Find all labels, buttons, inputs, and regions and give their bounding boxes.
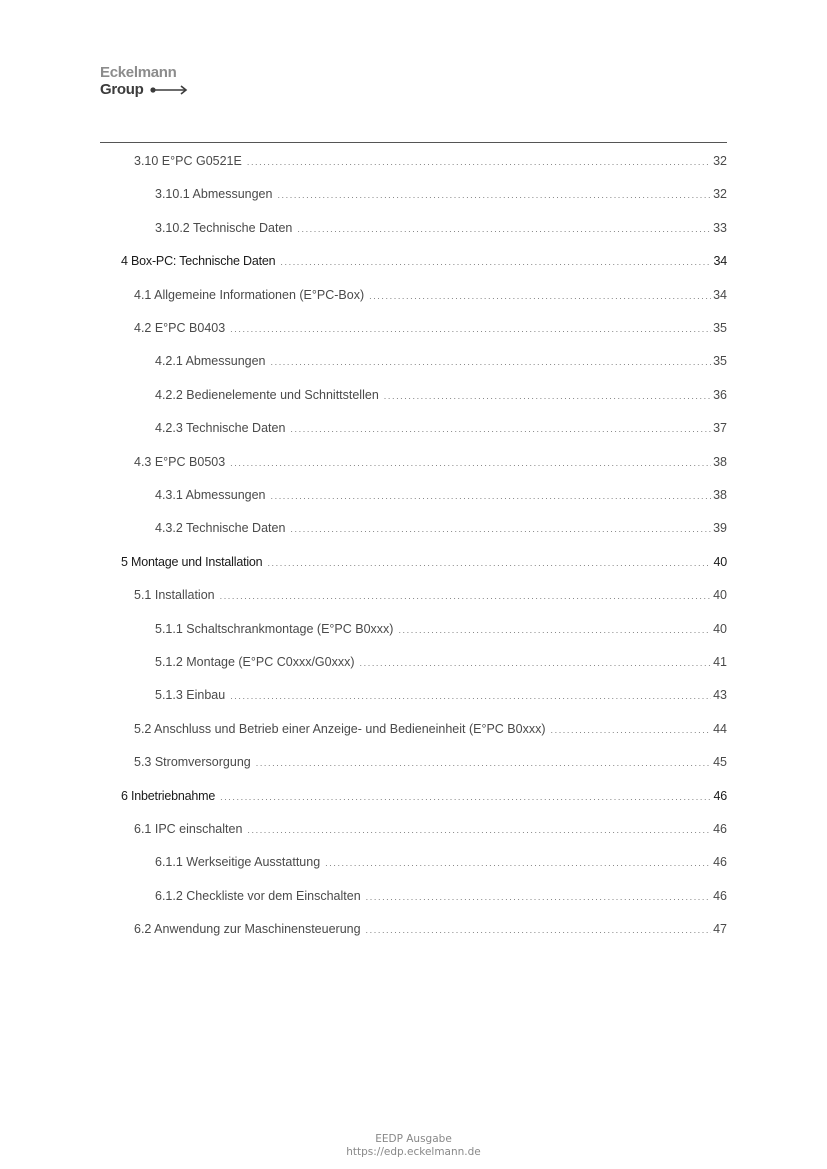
toc-entry[interactable]: [134, 585, 727, 605]
toc-dot-leader: [297, 219, 711, 239]
toc-entry-title: 6.1.1 Werkseitige Ausstattung: [155, 855, 321, 870]
toc-entry[interactable]: [155, 184, 727, 204]
toc-dot-leader: [369, 286, 711, 306]
toc-entry-title: 4 Box-PC: Technische Daten: [121, 254, 276, 269]
toc-entry-page-number: 32: [713, 187, 727, 202]
footer-edition: EEDP Ausgabe: [375, 1133, 452, 1145]
toc-entry-page-number: 35: [713, 354, 727, 369]
toc-entry-title: 5.2 Anschluss und Betrieb einer Anzeige- und Bedieneinheit (E°PC B0xxx): [134, 721, 546, 736]
toc-dot-leader: [230, 319, 711, 339]
toc-entry-page-number: 34: [713, 287, 727, 302]
toc-entry[interactable]: [121, 251, 727, 271]
toc-entry[interactable]: [134, 752, 727, 772]
toc-entry-page-number: 39: [713, 521, 727, 536]
toc-dot-leader: [325, 853, 711, 873]
toc-dot-leader: [366, 920, 712, 940]
toc-entry[interactable]: [155, 218, 727, 238]
toc-dot-leader: [247, 820, 711, 840]
toc-entry-title: 6.1 IPC einschalten: [134, 822, 243, 836]
toc-entry-title: 3.10 E°PC G0521E: [134, 154, 242, 168]
toc-entry-page-number: 40: [713, 588, 727, 603]
toc-dot-leader: [271, 352, 712, 372]
footer-url[interactable]: https://edp.eckelmann.de: [346, 1146, 481, 1158]
toc-entry[interactable]: [155, 685, 727, 705]
toc-entry-page-number: 46: [713, 855, 727, 870]
toc-entry-title: 4.2.3 Technische Daten: [155, 421, 286, 436]
toc-entry-page-number: 34: [713, 254, 727, 269]
toc-dot-leader: [267, 553, 711, 573]
toc-dot-leader: [256, 753, 711, 773]
logo-arrow-icon: [150, 84, 190, 96]
toc-entry-title: 6.1.2 Checkliste vor dem Einschalten: [155, 888, 361, 903]
toc-entry-page-number: 38: [713, 488, 727, 502]
toc-entry-page-number: 32: [713, 154, 727, 168]
toc-entry-title: 4.2.2 Bedienelemente und Schnittstellen: [155, 387, 379, 402]
toc-entry[interactable]: [134, 919, 727, 939]
toc-entry-page-number: 46: [713, 788, 727, 803]
toc-dot-leader: [220, 787, 711, 807]
toc-entry-title: 6 Inbetriebnahme: [121, 788, 216, 803]
toc-entry-page-number: 40: [713, 554, 727, 569]
company-logo: [100, 65, 200, 101]
toc-entry-title: 3.10.2 Technische Daten: [155, 220, 293, 235]
toc-entry[interactable]: [155, 652, 727, 672]
toc-entry-title: 5.1.2 Montage (E°PC C0xxx/G0xxx): [155, 655, 355, 669]
toc-dot-leader: [290, 419, 711, 439]
toc-entry-title: 5.1.1 Schaltschrankmontage (E°PC B0xxx): [155, 621, 394, 636]
toc-entry-title: 4.2 E°PC B0403: [134, 321, 226, 335]
toc-dot-leader: [280, 252, 711, 272]
toc-entry[interactable]: [121, 786, 727, 806]
page-footer: [0, 1133, 827, 1159]
toc-entry-page-number: 46: [713, 888, 727, 903]
toc-entry[interactable]: [155, 485, 727, 505]
toc-entry[interactable]: [155, 351, 727, 371]
toc-entry-title: 5.1.3 Einbau: [155, 688, 226, 703]
header-divider: [100, 142, 727, 143]
toc-entry-page-number: 47: [713, 922, 727, 937]
logo-text-group: Group: [100, 81, 144, 98]
toc-entry-page-number: 46: [713, 822, 727, 836]
toc-dot-leader: [220, 586, 711, 606]
toc-dot-leader: [360, 653, 712, 673]
toc-entry[interactable]: [134, 819, 727, 839]
logo-text-eckelmann: Eckelmann: [100, 64, 177, 81]
toc-entry-title: 5.1 Installation: [134, 588, 215, 603]
toc-entry-page-number: 43: [713, 688, 727, 703]
toc-entry-page-number: 35: [713, 321, 727, 335]
toc-entry-title: 4.3 E°PC B0503: [134, 454, 226, 469]
toc-entry-title: 4.2.1 Abmessungen: [155, 354, 266, 369]
toc-entry-page-number: 36: [713, 387, 727, 402]
toc-entry-page-number: 37: [713, 421, 727, 436]
toc-entry-page-number: 44: [713, 721, 727, 736]
toc-entry-page-number: 45: [713, 755, 727, 770]
toc-entry[interactable]: [155, 852, 727, 872]
toc-dot-leader: [384, 386, 711, 406]
toc-entry[interactable]: [155, 385, 727, 405]
toc-dot-leader: [277, 185, 711, 205]
toc-entry-title: 5 Montage und Installation: [121, 554, 263, 569]
toc-entry[interactable]: [155, 418, 727, 438]
toc-entry-title: 5.3 Stromversorgung: [134, 755, 251, 770]
toc-entry[interactable]: [155, 886, 727, 906]
toc-dot-leader: [398, 620, 711, 640]
toc-dot-leader: [366, 887, 711, 907]
toc-entry[interactable]: [155, 518, 727, 538]
toc-entry[interactable]: [134, 719, 727, 739]
toc-entry-page-number: 33: [713, 220, 727, 235]
toc-dot-leader: [551, 720, 712, 740]
toc-entry[interactable]: [121, 552, 727, 572]
toc-entry[interactable]: [134, 151, 727, 171]
toc-entry[interactable]: [134, 285, 727, 305]
toc-entry-title: 4.3.1 Abmessungen: [155, 488, 266, 502]
toc-entry-title: 6.2 Anwendung zur Maschinensteuerung: [134, 922, 361, 937]
toc-dot-leader: [271, 486, 712, 506]
toc-entry-title: 4.1 Allgemeine Informationen (E°PC-Box): [134, 287, 365, 302]
toc-entry-page-number: 40: [713, 621, 727, 636]
toc-entry[interactable]: [155, 619, 727, 639]
toc-entry-title: 4.3.2 Technische Daten: [155, 521, 286, 536]
toc-dot-leader: [230, 453, 711, 473]
toc-entry-page-number: 38: [713, 454, 727, 469]
toc-entry[interactable]: [134, 318, 727, 338]
toc-dot-leader: [290, 519, 711, 539]
toc-entry-page-number: 41: [713, 655, 727, 669]
toc-entry[interactable]: [134, 452, 727, 472]
toc-dot-leader: [230, 686, 711, 706]
toc-entry-title: 3.10.1 Abmessungen: [155, 187, 273, 202]
toc-dot-leader: [247, 152, 711, 172]
